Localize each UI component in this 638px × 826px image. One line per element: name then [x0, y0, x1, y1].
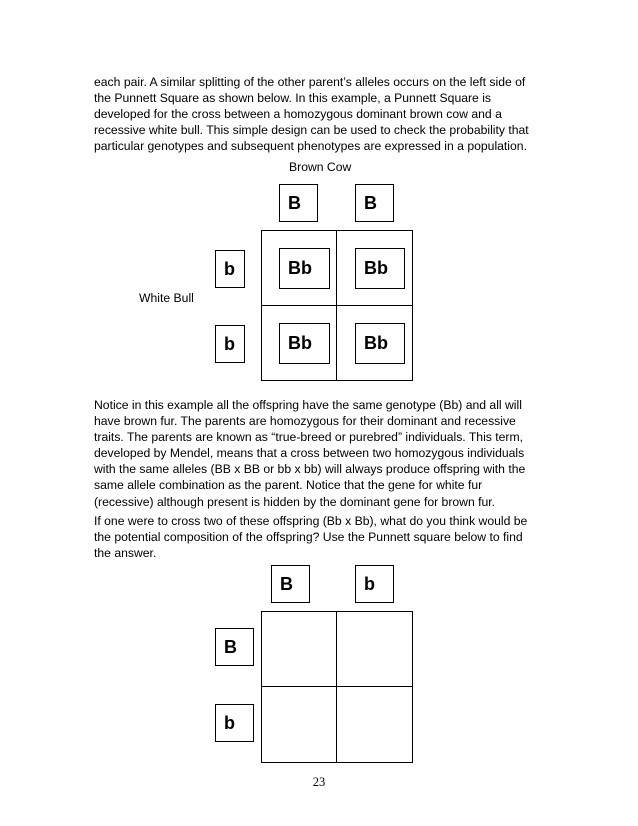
- top-allele-box: b: [355, 565, 394, 603]
- text-line: developed for the cross between a homozygous dominant brown cow and a: [94, 107, 502, 122]
- question-paragraph: [94, 513, 554, 561]
- offspring-genotype-cell: Bb: [279, 323, 330, 364]
- top-allele-box: B: [355, 184, 394, 222]
- offspring-genotype-cell: Bb: [355, 248, 405, 289]
- text-line: particular genotypes and subsequent phenotypes are expressed in a population.: [94, 139, 527, 154]
- text-line: (recessive) although present is hidden by the dominant gene for brown fur.: [94, 494, 496, 509]
- text-line: traits. The parents are known as “true-breed or purebred” individuals. This term,: [94, 430, 524, 445]
- text-line: developed by Mendel, means that a cross between two homozygous individuals: [94, 446, 525, 461]
- explanation-paragraph: [94, 397, 554, 510]
- text-line: recessive white bull. This simple design can be used to check the probability that: [94, 123, 529, 138]
- side-allele-box: b: [215, 250, 245, 288]
- grid-divider: [261, 305, 413, 306]
- brown-cow-label: Brown Cow: [289, 160, 352, 174]
- offspring-genotype-cell: Bb: [355, 323, 405, 364]
- side-allele-box: b: [215, 325, 245, 363]
- intro-paragraph: [94, 74, 554, 154]
- text-line: with the same alleles (BB x BB or bb x bb) will always produce offspring with the: [94, 462, 526, 477]
- grid-divider: [261, 686, 413, 687]
- offspring-genotype-cell: Bb: [279, 248, 330, 289]
- text-line: If one were to cross two of these offspring (Bb x Bb), what do you think would be: [94, 514, 528, 528]
- top-allele-box: B: [279, 184, 318, 222]
- text-line: the potential composition of the offspring? Use the Punnett square below to find: [94, 530, 523, 545]
- side-allele-box: b: [215, 704, 254, 742]
- text-line: the Punnett Square as shown below. In this example, a Punnett Square is: [94, 91, 492, 106]
- text-line: each pair. A similar splitting of the other parent’s alleles occurs on the left side of: [94, 75, 526, 89]
- text-line: have brown fur. The parents are homozygous for their dominant and recessive: [94, 414, 516, 429]
- text-line: the answer.: [94, 546, 157, 561]
- white-bull-label: White Bull: [139, 291, 194, 305]
- text-line: Notice in this example all the offspring have the same genotype (Bb) and all will: [94, 398, 522, 412]
- page-number: 23: [312, 775, 326, 789]
- top-allele-box: B: [271, 565, 310, 603]
- side-allele-box: B: [215, 628, 254, 666]
- text-line: same allele combination as the parent. Notice that the gene for white fur: [94, 478, 483, 493]
